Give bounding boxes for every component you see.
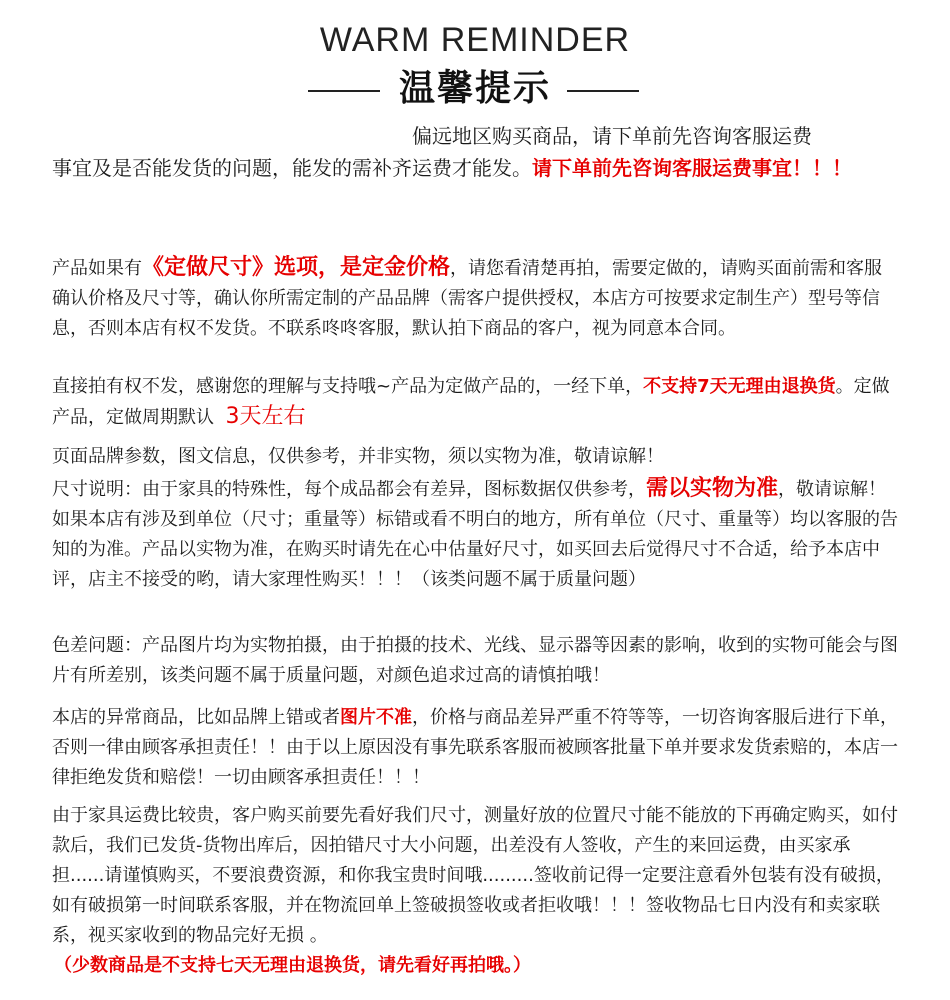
para2-period: 3天左右	[225, 404, 306, 429]
para1-text	[52, 253, 898, 344]
cn-title: 温馨提示	[398, 68, 551, 109]
para6-t2: ，价格与商品差异严重不符等等，一切咨询客服后进行下单，否则一律由顾客承担责任！！由于以上原因没有事先联系客服而被顾客批量下单并要求发货索赔的，本店一律拒绝发货和赔偿！一切由顾客承担责任！！！	[52, 707, 898, 788]
para1-t1: 产品如果有	[52, 258, 142, 279]
para2-red: 不支持7天无理由退换货	[643, 376, 836, 397]
para7-text: 由于家具运费比较贵，客户购买前要先看好我们尺寸，测量好放的位置尺寸能不能放的下再确定购买，如付款后，我们已发货-货物出库后，因拍错尺寸大小问题，出差没有人签收，产生的来回运费，由买家承担......请谨慎购买，不要浪费资源，和你我宝贵时间哦.........签收前记得一定要注意看外包装有没有破损，如有破损第一时间联系客服，并在物流回单上签破损签收或者拒收哦！！！签收物品七日内没有和卖家联系，视买家收到的物品完好无损 。	[52, 805, 898, 946]
para2-t2: 。定做产品，定做周期默认	[52, 376, 890, 428]
para4-red: 需以实物为准	[646, 476, 779, 501]
para7-red-note: （少数商品是不支持七天无理由退换货，请先看好再拍哦。）	[54, 955, 531, 976]
para6-t1: 本店的异常商品，比如品牌上错或者	[52, 707, 340, 728]
custom-size-paragraph	[52, 253, 898, 344]
intro-line2-text: 事宜及是否能发货的问题，能发的需补齐运费才能发。	[52, 156, 532, 180]
para4-text	[52, 474, 898, 595]
abnormal-goods-paragraph	[52, 703, 898, 793]
para2-t1: 直接拍有权不发，感谢您的理解与支持哦~产品为定做产品的，一经下单，	[52, 376, 644, 397]
no-return-paragraph	[52, 372, 898, 433]
right-divider	[567, 90, 639, 92]
para5-text: 色差问题：产品图片均为实物拍摄，由于拍摄的技术、光线、显示器等因素的影响，收到的实物可能会与图片有所差别，该类问题不属于质量问题，对颜色追求过高的请慎拍哦！	[52, 635, 898, 686]
para1-t2: ，请您看清楚再拍，需要定做的，请购买面前需和客服确认价格及尺寸等，确认你所需定制的产品品牌（需客户提供授权，本店方可按要求定制生产）型号等信息，否则本店有权不发货。不联系咚咚客服，默认拍下商品的客户，视为同意本合同。	[52, 258, 883, 339]
intro-line1: 偏远地区购买商品，请下单前先咨询客服运费	[412, 124, 812, 148]
en-title: WARM REMINDER	[319, 21, 631, 59]
para4-t1: 尺寸说明：由于家具的特殊性，每个成品都会有差异，图标数据仅供参考，	[52, 479, 646, 500]
intro-line2	[52, 152, 898, 184]
para6-text	[52, 703, 898, 793]
para2-text	[52, 372, 898, 433]
intro-red-text: 请下单前先咨询客服运费事宜！！！	[532, 156, 852, 180]
shipping-paragraph	[52, 801, 898, 981]
intro-notice	[52, 120, 898, 184]
cn-title-row	[0, 62, 950, 116]
para1-red: 《定做尺寸》选项，是定金价格	[142, 255, 451, 280]
size-note-paragraph	[52, 474, 898, 595]
para6-red: 图片不准	[340, 707, 412, 728]
left-divider	[308, 90, 380, 92]
header	[0, 20, 950, 116]
para3-text: 页面品牌参数，图文信息，仅供参考，并非实物，须以实物为准，敬请谅解！	[52, 446, 664, 467]
brand-params-paragraph	[52, 442, 898, 472]
para4-t2: ，敬请谅解！如果本店有涉及到单位（尺寸；重量等）标错或看不明白的地方，所有单位（尺寸、重量等）均以客服的告知的为准。产品以实物为准，在购买时请先在心中估量好尺寸，如买回去后觉得尺寸不合适，给予本店中评，店主不接受的哟，请大家理性购买！！！（该类问题不属于质量问题）	[52, 479, 898, 590]
color-diff-paragraph	[52, 631, 898, 691]
